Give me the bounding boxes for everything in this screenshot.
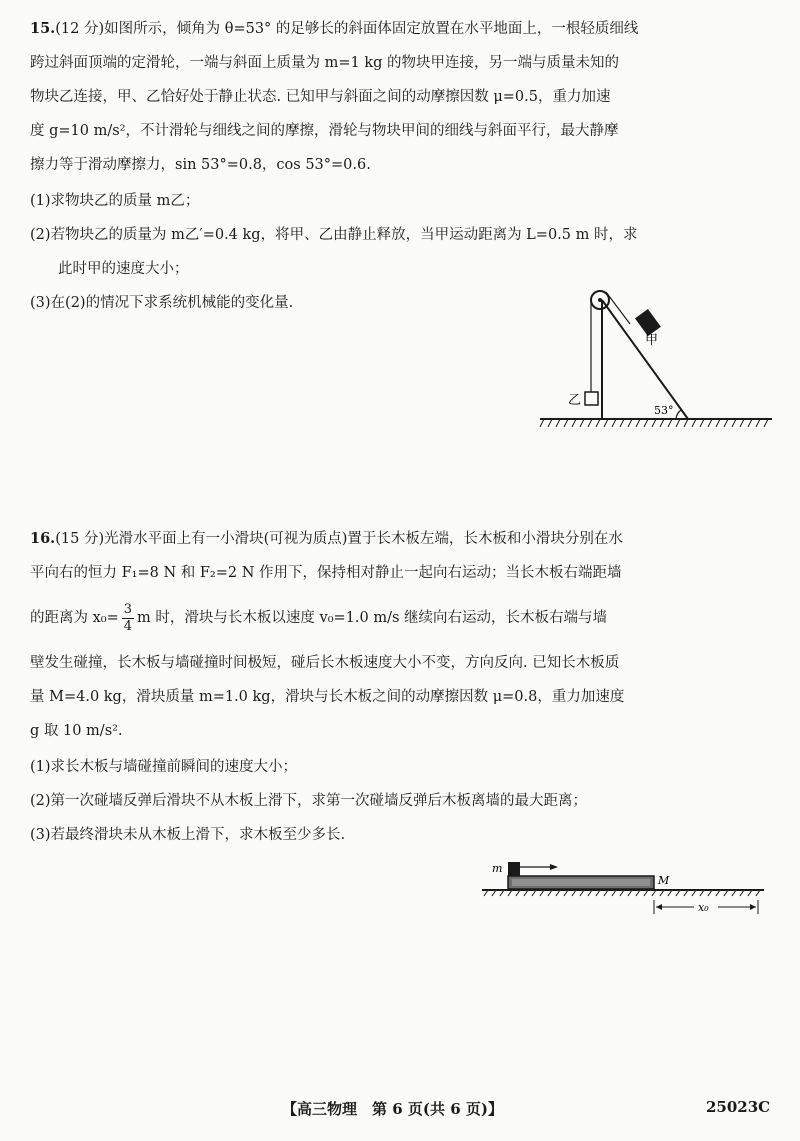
fraction-x0: [122, 602, 134, 635]
small-block: [508, 862, 520, 876]
q15-number: 15.: [30, 20, 56, 37]
incline-pulley-figure: [536, 282, 776, 432]
q16-number: 16.: [30, 530, 56, 547]
q15-sub-3: (3)在(2)的情况下求系统机械能的变化量.: [30, 295, 294, 311]
question-15: [30, 12, 750, 320]
label-jia: 甲: [645, 333, 659, 348]
q16-sub-2: (2)第一次碰墙反弹后滑块不从木板上滑下，求第一次碰墙反弹后木板离墙的最大距离；: [30, 793, 588, 809]
q16-sub-3: (3)若最终滑块未从木板上滑下，求木板至少多长.: [30, 827, 346, 843]
label-m: m: [492, 862, 503, 875]
block-yi: [585, 392, 598, 405]
pulley-axle: [598, 298, 602, 302]
q15-line-2: 跨过斜面顶端的定滑轮，一端与斜面上质量为 m=1 kg 的物块甲连接，另一端与质量未知的: [30, 55, 620, 71]
q16-line-2: 平向右的恒力 F₁=8 N 和 F₂=2 N 作用下，保持相对静止一起向右运动；当长木板右端距墙: [30, 565, 622, 581]
q15-line-5: 擦力等于滑动摩擦力，sin 53°=0.8，cos 53°=0.6.: [30, 157, 371, 173]
label-x0: x₀: [698, 901, 709, 914]
q16-sub-1: (1)求长木板与墙碰撞前瞬间的速度大小；: [30, 759, 298, 775]
footer-code: 25023C: [706, 1098, 771, 1116]
footer-page-info: 【高三物理 第 6 页(共 6 页)】: [282, 1100, 503, 1118]
q16-subquestions: [30, 750, 750, 852]
q16-line-6: g 取 10 m/s².: [30, 723, 123, 739]
question-16: [30, 522, 750, 852]
ground-hatch: [540, 419, 768, 427]
q15-line-4: 度 g=10 m/s²，不计滑轮与细线之间的摩擦，滑轮与物块甲间的细线与斜面平行，最大静摩: [30, 123, 619, 139]
board-texture: [512, 879, 650, 886]
board-block-figure: [478, 856, 768, 916]
q15-text-1: (12 分)如图所示，倾角为 θ=53° 的足够长的斜面体固定放置在水平地面上，一根轻质细线: [55, 21, 639, 37]
angle-arc: [676, 410, 681, 419]
q16-line-3-pre: 的距离为 x₀=: [30, 610, 119, 626]
q15-sub-1: (1)求物块乙的质量 m乙；: [30, 193, 200, 209]
q16-line-3: [30, 590, 750, 646]
q15-sub-2a: (2)若物块乙的质量为 m乙′=0.4 kg，将甲、乙由静止释放，当甲运动距离为 L=0.5 m 时，求: [30, 227, 638, 243]
q16-line-4: 壁发生碰撞，长木板与墙碰撞时间极短，碰后长木板速度大小不变，方向反向. 已知长木板质: [30, 655, 620, 671]
dim-arrow-right: [750, 904, 756, 910]
dim-arrow-left: [656, 904, 662, 910]
fraction-denominator: 4: [123, 618, 133, 634]
q16-line-3-post: m 时，滑块与长木板以速度 v₀=1.0 m/s 继续向右运动，长木板右端与墙: [137, 610, 608, 626]
label-M: M: [658, 874, 670, 887]
q15-line-3: 物块乙连接，甲、乙恰好处于静止状态. 已知甲与斜面之间的动摩擦因数 μ=0.5，重力加速: [30, 89, 611, 105]
q16-line-5: 量 M=4.0 kg，滑块质量 m=1.0 kg，滑块与长木板之间的动摩擦因数 μ=0.8，重力加速度: [30, 689, 625, 705]
q16-line-1: [30, 522, 750, 556]
q15-sub-2b: 此时甲的速度大小；: [58, 261, 189, 277]
string-slope: [606, 292, 630, 324]
angle-label: 53°: [654, 404, 674, 417]
q15-line-1: [30, 12, 750, 46]
label-yi: 乙: [568, 393, 582, 408]
fraction-numerator: 3: [123, 601, 133, 617]
q16-text-1: (15 分)光滑水平面上有一小滑块(可视为质点)置于长木板左端，长木板和小滑块分别在水: [55, 531, 623, 547]
arrow-head: [550, 864, 558, 870]
